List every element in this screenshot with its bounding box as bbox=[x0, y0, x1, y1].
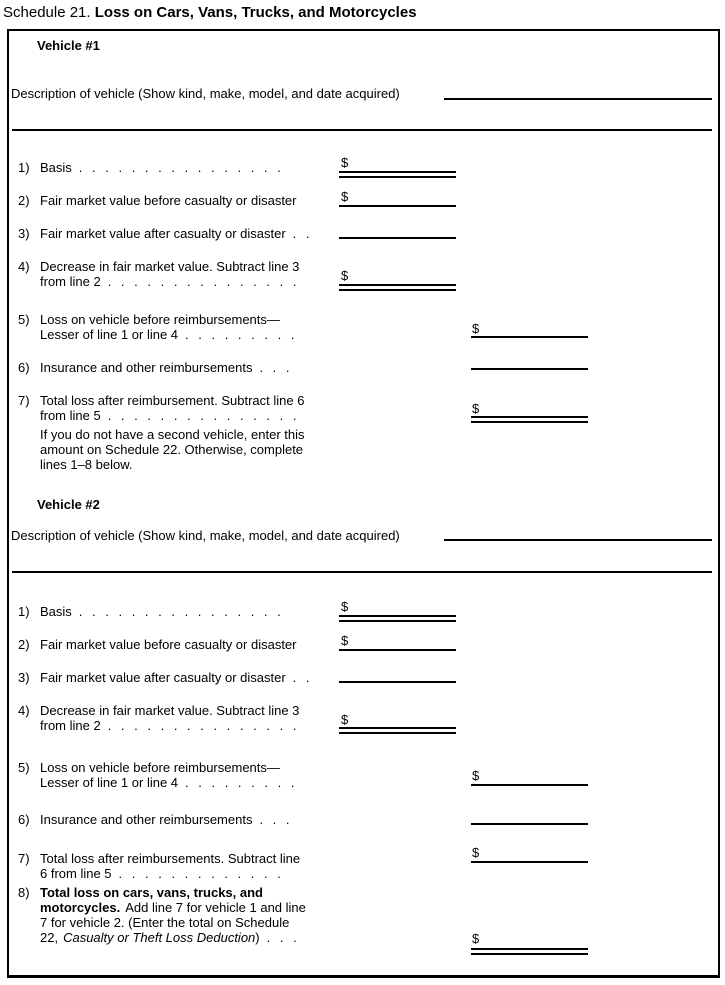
v1-row3-label-text: Fair market value after casualty or disaster bbox=[40, 226, 286, 241]
section-divider bbox=[12, 571, 712, 573]
v1-row2-label: Fair market value before casualty or disaster bbox=[40, 193, 297, 208]
dot-leader: . . . . . . . . . bbox=[185, 327, 298, 342]
v2-row6-number: 6) bbox=[18, 812, 30, 827]
v1-row1-label bbox=[40, 160, 284, 175]
v1-row5-number: 5) bbox=[18, 312, 30, 327]
v1-row1-number: 1) bbox=[18, 160, 30, 175]
dot-leader: . . . . . . . . . bbox=[185, 775, 298, 790]
v2-row1-number: 1) bbox=[18, 604, 30, 619]
v2-row5-dollar-sign: $ bbox=[472, 768, 480, 783]
v2-reimbursements-field[interactable] bbox=[471, 823, 588, 825]
v2-row4-label-line2 bbox=[40, 718, 299, 733]
v1-row6-label bbox=[40, 360, 293, 375]
v2-row5-number: 5) bbox=[18, 760, 30, 775]
v2-row1-label bbox=[40, 604, 284, 619]
vehicle1-description-label: Description of vehicle (Show kind, make, model, and date acquired) bbox=[11, 86, 400, 101]
dot-leader: . . bbox=[292, 226, 313, 241]
v2-row8-text4a: 22, bbox=[40, 930, 59, 945]
v2-row5-label-line2 bbox=[40, 775, 297, 790]
v2-loss-before-reimb-field[interactable] bbox=[471, 784, 588, 786]
v1-row4-label-line2 bbox=[40, 274, 299, 289]
vehicle2-description-label: Description of vehicle (Show kind, make, model, and date acquired) bbox=[11, 528, 400, 543]
v2-row6-label-text: Insurance and other reimbursements bbox=[40, 812, 253, 827]
v2-row7-label-line1: Total loss after reimbursements. Subtract line bbox=[40, 851, 301, 866]
v1-note-line2: amount on Schedule 22. Otherwise, complete bbox=[40, 442, 304, 457]
v2-row8-text4b: ) bbox=[255, 930, 260, 945]
v1-row7-label-line1: Total loss after reimbursement. Subtract line 6 bbox=[40, 393, 305, 408]
v1-row2-dollar-sign: $ bbox=[341, 189, 349, 204]
v2-row2-number: 2) bbox=[18, 637, 30, 652]
v1-row4-label-line1: Decrease in fair market value. Subtract line 3 bbox=[40, 259, 300, 274]
v1-row7-label-line2 bbox=[40, 408, 299, 423]
schedule-number: Schedule 21. bbox=[3, 4, 91, 21]
dot-leader: . . . . . . . . . . . . . . . bbox=[107, 718, 300, 733]
v1-reimbursements-field[interactable] bbox=[471, 368, 588, 370]
v2-fmv-before-field[interactable] bbox=[339, 649, 456, 651]
v2-fmv-decrease-field[interactable] bbox=[339, 727, 456, 734]
dot-leader: . . bbox=[292, 670, 313, 685]
vehicle2-description-field[interactable] bbox=[444, 539, 712, 541]
dot-leader: . . . . . . . . . . . . . bbox=[118, 866, 284, 881]
v2-row1-dollar-sign: $ bbox=[341, 599, 349, 614]
v2-row8-schedule-reference: Casualty or Theft Loss Deduction bbox=[63, 930, 256, 945]
v1-total-loss-field[interactable] bbox=[471, 416, 588, 423]
dot-leader: . . . . . . . . . . . . . . . bbox=[107, 274, 300, 289]
schedule-name: Loss on Cars, Vans, Trucks, and Motorcycles bbox=[94, 4, 417, 21]
v2-row8-label-line3: 7 for vehicle 2. (Enter the total on Schedule bbox=[40, 915, 290, 930]
v1-fmv-decrease-field[interactable] bbox=[339, 284, 456, 291]
v2-row4-label-text: from line 2 bbox=[40, 718, 101, 733]
v2-row3-number: 3) bbox=[18, 670, 30, 685]
v2-row8-label-line4 bbox=[40, 930, 300, 945]
v2-row7-label-line2 bbox=[40, 866, 284, 881]
v1-fmv-after-field[interactable] bbox=[339, 237, 456, 239]
v2-row8-text2: Add line 7 for vehicle 1 and line bbox=[125, 900, 306, 915]
v1-row7-label-text: from line 5 bbox=[40, 408, 101, 423]
v2-row7-number: 7) bbox=[18, 851, 30, 866]
v1-row3-number: 3) bbox=[18, 226, 30, 241]
dot-leader: . . . bbox=[259, 812, 293, 827]
v1-row1-dollar-sign: $ bbox=[341, 155, 349, 170]
v1-row5-label-line2 bbox=[40, 327, 297, 342]
v2-row4-label-line1: Decrease in fair market value. Subtract line 3 bbox=[40, 703, 300, 718]
v2-row8-label-line1: Total loss on cars, vans, trucks, and bbox=[40, 885, 263, 900]
v2-row4-number: 4) bbox=[18, 703, 30, 718]
v2-row4-dollar-sign: $ bbox=[341, 712, 349, 727]
v2-row5-label-text: Lesser of line 1 or line 4 bbox=[40, 775, 179, 790]
v1-row1-label-text: Basis bbox=[40, 160, 72, 175]
page-title bbox=[3, 3, 417, 22]
v2-row3-label bbox=[40, 670, 313, 685]
v1-row5-label-text: Lesser of line 1 or line 4 bbox=[40, 327, 179, 342]
vehicle1-heading: Vehicle #1 bbox=[37, 38, 100, 53]
v2-row2-dollar-sign: $ bbox=[341, 633, 349, 648]
dot-leader: . . . bbox=[259, 360, 293, 375]
v1-row2-number: 2) bbox=[18, 193, 30, 208]
v1-row5-dollar-sign: $ bbox=[472, 321, 480, 336]
v1-row5-label-line1: Loss on vehicle before reimbursements— bbox=[40, 312, 280, 327]
v1-row4-dollar-sign: $ bbox=[341, 268, 349, 283]
v2-row1-label-text: Basis bbox=[40, 604, 72, 619]
v2-total-loss-field[interactable] bbox=[471, 861, 588, 863]
v1-note-line3: lines 1–8 below. bbox=[40, 457, 133, 472]
v2-row8-dollar-sign: $ bbox=[472, 931, 480, 946]
v1-row6-number: 6) bbox=[18, 360, 30, 375]
v2-row8-bold-text: motorcycles. bbox=[40, 900, 121, 915]
v2-row8-number: 8) bbox=[18, 885, 30, 900]
section-divider bbox=[12, 129, 712, 131]
v2-basis-field[interactable] bbox=[339, 615, 456, 622]
dot-leader: . . . . . . . . . . . . . . . . bbox=[78, 604, 284, 619]
v1-row6-label-text: Insurance and other reimbursements bbox=[40, 360, 253, 375]
v1-note-line1: If you do not have a second vehicle, enter this bbox=[40, 427, 305, 442]
v1-row7-dollar-sign: $ bbox=[472, 401, 480, 416]
v1-row4-number: 4) bbox=[18, 259, 30, 274]
v2-row2-label: Fair market value before casualty or disaster bbox=[40, 637, 297, 652]
v2-row7-label-text: 6 from line 5 bbox=[40, 866, 112, 881]
v1-row3-label bbox=[40, 226, 313, 241]
v2-row3-label-text: Fair market value after casualty or disaster bbox=[40, 670, 286, 685]
v2-row8-label-line2 bbox=[40, 900, 306, 915]
dot-leader: . . . . . . . . . . . . . . . bbox=[107, 408, 300, 423]
v2-row7-dollar-sign: $ bbox=[472, 845, 480, 860]
v1-fmv-before-field[interactable] bbox=[339, 205, 456, 207]
v2-row6-label bbox=[40, 812, 293, 827]
v1-basis-field[interactable] bbox=[339, 171, 456, 178]
v1-loss-before-reimb-field[interactable] bbox=[471, 336, 588, 338]
vehicle2-heading: Vehicle #2 bbox=[37, 497, 100, 512]
dot-leader: . . . . . . . . . . . . . . . . bbox=[78, 160, 284, 175]
v2-row5-label-line1: Loss on vehicle before reimbursements— bbox=[40, 760, 280, 775]
v2-fmv-after-field[interactable] bbox=[339, 681, 456, 683]
vehicle1-description-field[interactable] bbox=[444, 98, 712, 100]
v1-row7-number: 7) bbox=[18, 393, 30, 408]
dot-leader: . . . bbox=[266, 930, 300, 945]
v1-row4-label-text: from line 2 bbox=[40, 274, 101, 289]
v2-total-loss-all-vehicles-field[interactable] bbox=[471, 948, 588, 955]
